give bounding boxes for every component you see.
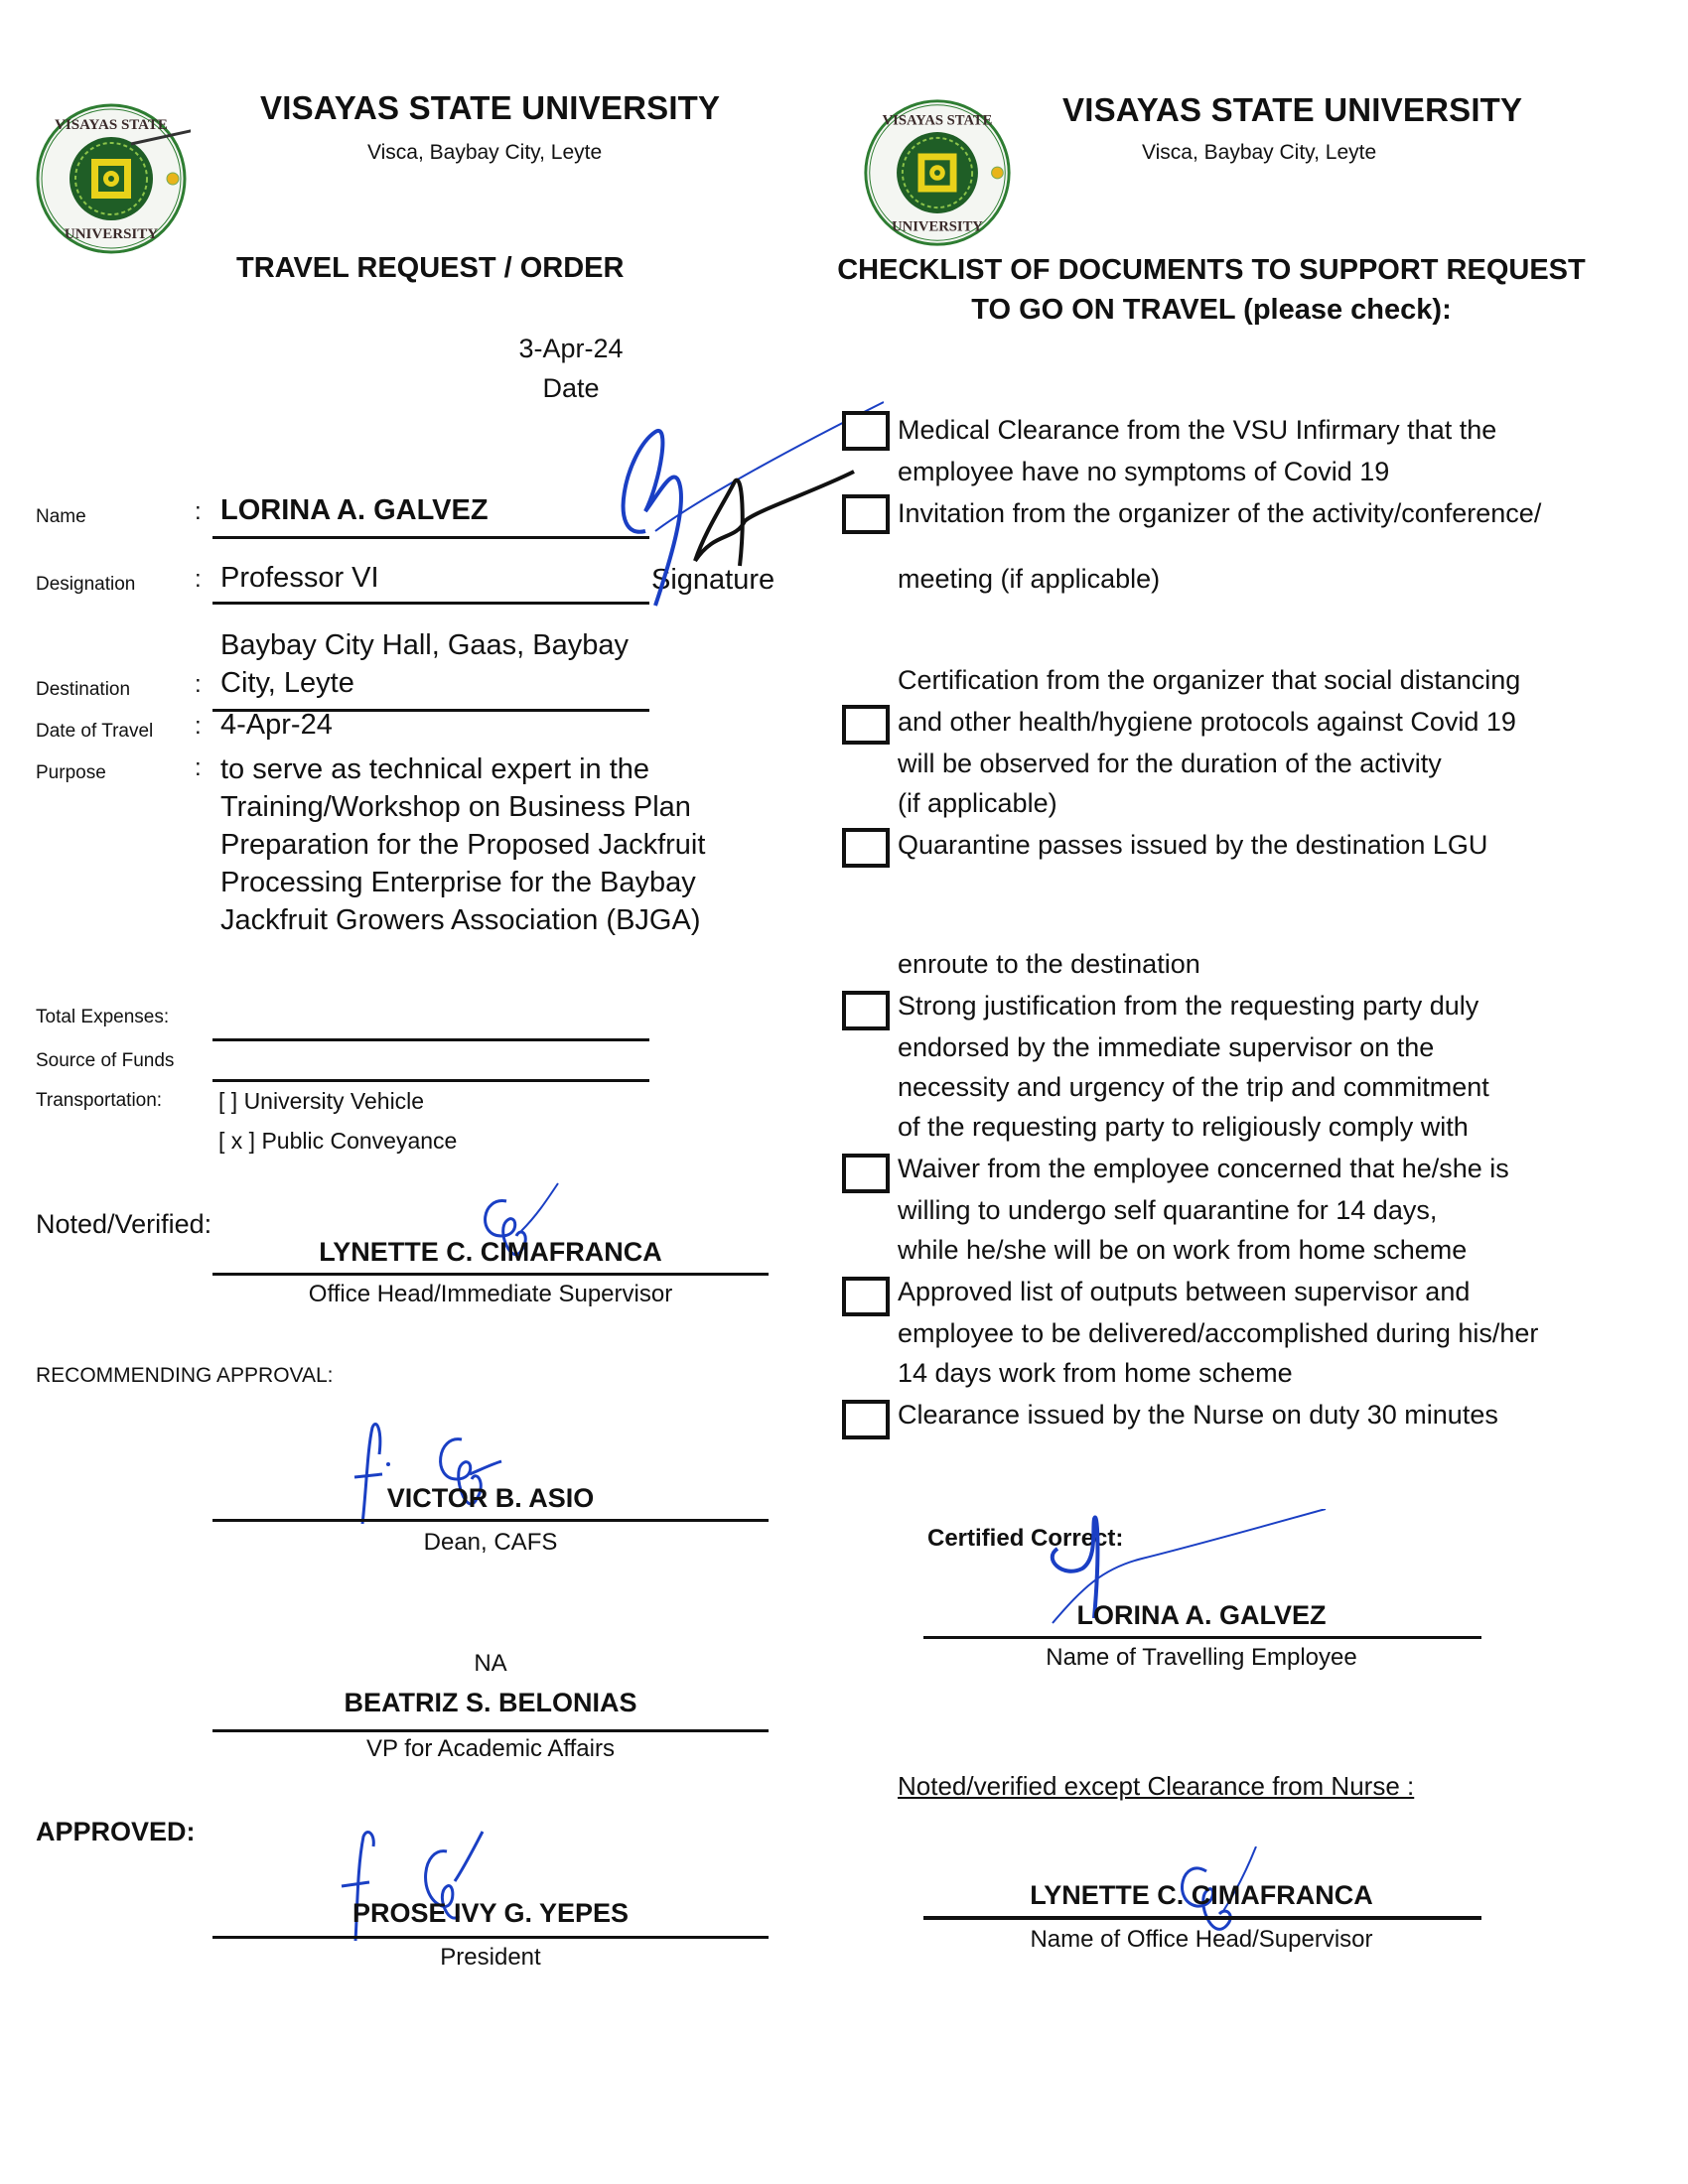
certified-correct-label: Certified Correct: <box>927 1525 1124 1552</box>
noted-verified-label: Noted/Verified: <box>36 1209 212 1239</box>
checklist-item-text: of the requesting party to religiously comply with <box>898 1112 1469 1142</box>
request-date: 3-Apr-24 <box>518 334 624 363</box>
colon: : <box>195 713 202 740</box>
vp-name: BEATRIZ S. BELONIAS <box>344 1688 637 1717</box>
option-label: University Vehicle <box>243 1088 425 1114</box>
checklist-checkbox-medical-clearance[interactable] <box>842 411 890 451</box>
university-address-right: Visca, Baybay City, Leyte <box>1142 141 1377 164</box>
checklist-item-text: Invitation from the organizer of the activity/conference/ <box>898 498 1542 528</box>
source-of-funds-label: Source of Funds <box>36 1050 175 1071</box>
checkbox-mark: [ ] <box>218 1088 238 1114</box>
designation-label: Designation <box>36 574 136 595</box>
noted-right-signature-line <box>923 1916 1481 1920</box>
noted-signature-line <box>212 1273 769 1276</box>
certified-employee-name: LORINA A. GALVEZ <box>1076 1600 1327 1630</box>
noted-signatory-name: LYNETTE C. CIMAFRANCA <box>319 1237 662 1267</box>
vp-role: VP for Academic Affairs <box>366 1735 615 1762</box>
checklist-item-text: endorsed by the immediate supervisor on the <box>898 1032 1435 1062</box>
approved-label: APPROVED: <box>36 1817 196 1846</box>
checklist-item-text: Waiver from the employee concerned that he/she is <box>898 1154 1509 1183</box>
dean-name: VICTOR B. ASIO <box>386 1483 595 1513</box>
designation-value: Professor VI <box>220 562 379 594</box>
colon: : <box>195 754 202 781</box>
checklist-item-text: meeting (if applicable) <box>898 564 1161 594</box>
designation-underline <box>212 602 649 605</box>
checklist-item-text: willing to undergo self quarantine for 14 days, <box>898 1195 1438 1225</box>
colon: : <box>195 671 202 698</box>
checklist-item-text: (if applicable) <box>898 788 1057 818</box>
checklist-item-text: Quarantine passes issued by the destination LGU <box>898 830 1488 860</box>
noted-right-name: LYNETTE C. CIMAFRANCA <box>1030 1880 1373 1910</box>
checklist-title-line1: CHECKLIST OF DOCUMENTS TO SUPPORT REQUEST <box>837 254 1586 286</box>
name-label: Name <box>36 506 86 527</box>
checklist-item-text: necessity and urgency of the trip and commitment <box>898 1072 1489 1102</box>
date-of-travel-label: Date of Travel <box>36 721 154 742</box>
noted-signatory-role: Office Head/Immediate Supervisor <box>308 1281 673 1307</box>
checklist-checkbox-invitation[interactable] <box>842 494 890 534</box>
certified-signature-line <box>923 1636 1481 1639</box>
certified-employee-role: Name of Travelling Employee <box>1046 1644 1357 1671</box>
date-of-travel-value: 4-Apr-24 <box>220 709 333 741</box>
source-of-funds-underline <box>212 1079 649 1082</box>
checklist-checkbox-nurse-clearance[interactable] <box>842 1400 890 1439</box>
university-seal-icon <box>32 99 191 258</box>
checklist-item-text: Clearance issued by the Nurse on duty 30 minutes <box>898 1400 1498 1430</box>
purpose-label: Purpose <box>36 762 106 783</box>
signature-label: Signature <box>651 564 775 596</box>
svg-text:UNIVERSITY: UNIVERSITY <box>892 218 983 235</box>
transport-option-university-vehicle[interactable] <box>218 1088 424 1115</box>
university-name: VISAYAS STATE UNIVERSITY <box>260 89 721 126</box>
total-expenses-underline <box>212 1038 649 1041</box>
noted-right-role: Name of Office Head/Supervisor <box>1030 1926 1373 1953</box>
recommending-approval-label: RECOMMENDING APPROVAL: <box>36 1364 334 1387</box>
university-address: Visca, Baybay City, Leyte <box>367 141 603 164</box>
checklist-item-text: will be observed for the duration of the activity <box>898 749 1442 778</box>
vp-na-note: NA <box>474 1650 507 1677</box>
colon: : <box>195 498 202 525</box>
svg-text:VISAYAS STATE: VISAYAS STATE <box>882 112 993 129</box>
name-value: LORINA A. GALVEZ <box>220 494 489 526</box>
svg-text:UNIVERSITY: UNIVERSITY <box>64 226 159 242</box>
checklist-item-text: Certification from the organizer that social distancing <box>898 665 1521 695</box>
checklist-item-text: Medical Clearance from the VSU Infirmary that the <box>898 415 1497 445</box>
vp-signature-line <box>212 1729 769 1732</box>
checklist-title-line2: TO GO ON TRAVEL (please check): <box>971 294 1452 326</box>
president-signature-line <box>212 1936 769 1939</box>
university-name-right: VISAYAS STATE UNIVERSITY <box>1062 91 1523 128</box>
noted-except-label: Noted/verified except Clearance from Nurse : <box>898 1771 1415 1801</box>
checklist-item-text: employee have no symptoms of Covid 19 <box>898 457 1390 486</box>
destination-label: Destination <box>36 679 131 700</box>
destination-value-line1: Baybay City Hall, Gaas, Baybay <box>220 629 630 661</box>
svg-text:VISAYAS STATE: VISAYAS STATE <box>55 117 168 133</box>
checklist-item-text: Approved list of outputs between supervisor and <box>898 1277 1471 1306</box>
destination-value-line2: City, Leyte <box>220 667 354 699</box>
checklist-item-text: employee to be delivered/accomplished during his/her <box>898 1318 1539 1348</box>
president-role: President <box>440 1944 541 1971</box>
checklist-item-text: while he/she will be on work from home scheme <box>898 1235 1468 1265</box>
checklist-checkbox-strong-justification[interactable] <box>842 991 890 1030</box>
checklist-checkbox-certification[interactable] <box>842 705 890 745</box>
transportation-label: Transportation: <box>36 1090 163 1111</box>
option-label: Public Conveyance <box>261 1128 458 1154</box>
checklist-item-text: 14 days work from home scheme <box>898 1358 1293 1388</box>
colon: : <box>195 566 202 593</box>
checklist-item-text: enroute to the destination <box>898 949 1200 979</box>
total-expenses-label: Total Expenses: <box>36 1007 170 1027</box>
name-underline <box>212 536 649 539</box>
president-name: PROSE IVY G. YEPES <box>352 1898 630 1928</box>
checklist-item-text: Strong justification from the requesting party duly <box>898 991 1479 1021</box>
checklist-item-text: and other health/hygiene protocols against Covid 19 <box>898 707 1516 737</box>
form-title: TRAVEL REQUEST / ORDER <box>236 252 625 284</box>
checklist-checkbox-quarantine-passes[interactable] <box>842 828 890 868</box>
checklist-checkbox-approved-outputs[interactable] <box>842 1277 890 1316</box>
purpose-value: to serve as technical expert in the Training/Workshop on Business Plan Preparation for the Proposed Jackfruit Processing Enterprise for the Baybay Jackfruit Growers Association (BJGA) <box>220 753 706 936</box>
dean-signature-line <box>212 1519 769 1522</box>
checkbox-mark: [ x ] <box>218 1128 256 1154</box>
date-label: Date <box>542 373 600 403</box>
transport-option-public-conveyance[interactable] <box>218 1128 457 1155</box>
university-seal-icon <box>860 95 1015 250</box>
dean-role: Dean, CAFS <box>423 1529 558 1556</box>
checklist-checkbox-waiver[interactable] <box>842 1154 890 1193</box>
